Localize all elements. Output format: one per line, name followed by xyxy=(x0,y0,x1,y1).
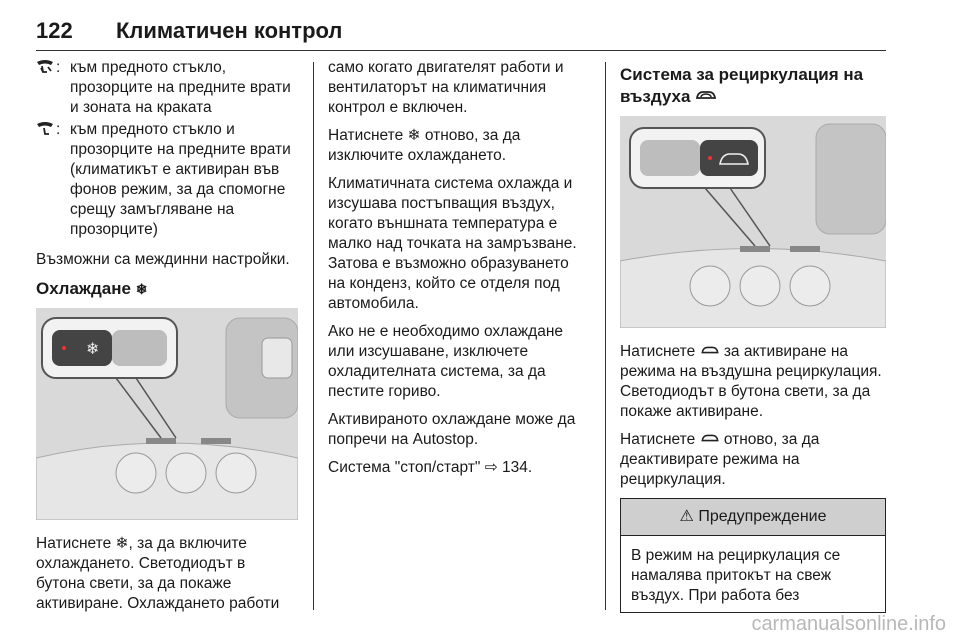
page-header xyxy=(36,10,886,50)
recirculation-icon xyxy=(700,343,720,360)
stop-start-reference: Система "стоп/старт" ⇨ 134. xyxy=(328,459,533,476)
windscreen-footwell-icon xyxy=(36,58,56,118)
section-heading-cooling: Охлаждане ❄ xyxy=(36,279,148,298)
warning-icon: ⚠ xyxy=(679,508,694,525)
cooling-instruction: Натиснете ❄, за да включите охлаждането. Светодиодът в бутона свети, за да покаже активиране. Охлаждането работи xyxy=(36,535,280,612)
snowflake-icon: ❄ xyxy=(407,127,421,144)
warning-header xyxy=(621,499,885,536)
svg-text:❄: ❄ xyxy=(86,339,100,358)
header-divider xyxy=(36,50,886,51)
column-divider xyxy=(313,62,314,610)
snowflake-icon: ❄ xyxy=(135,281,148,297)
section-heading-recirculation: Система за рециркулация на въздуха xyxy=(620,65,864,106)
intermediate-settings-text: Възможни са междинни настройки. xyxy=(36,251,290,268)
recirculation-icon xyxy=(695,87,717,106)
recirculation-icon xyxy=(700,431,720,448)
column-divider xyxy=(605,62,606,610)
warning-title: Предупреждение xyxy=(698,508,827,525)
cooling-button-figure xyxy=(36,308,298,520)
warning-box xyxy=(620,498,886,613)
warning-text: В режим на рециркулация се намалява притокът на свеж въздух. При работа без xyxy=(631,547,841,604)
definition-item: : към предното стъкло и прозорците на предните врати (климатикът е активиран във фонов режим, за да спомогне срещу замъгляване на прозорците) xyxy=(36,120,298,240)
column-2: само когато двигателят работи и вентилаторът на климатичния контрол е включен. Натиснете ❄ отново, за да изключите охлаждането. Климатичната система охлажда и изсушава постъпващия въздух, когато външната температура е малко над точката на замръзване. Затова е възможно образуването на конденз, който се отделя под автомобила. Ако не е необходимо охлаждане или изсушаване, изключете охладителната система, за да пестите гориво. Активираното охлаждане може да попречи на Autostop. Система "стоп/старт" ⇨ 134. xyxy=(328,58,590,486)
page-title: Климатичен контрол xyxy=(116,18,343,43)
watermark: carmanualsonline.info xyxy=(751,613,946,635)
column-1 xyxy=(36,58,298,622)
definition-item: : към предното стъкло, прозорците на предните врати и зоната на краката xyxy=(36,58,298,118)
page-number: 122 xyxy=(36,18,73,43)
page-ref-icon: ⇨ xyxy=(484,459,498,476)
windscreen-icon xyxy=(36,120,56,240)
column-3: Система за рециркулация на въздуха Натиснете за активиране на режима на въздушна рециркулация. Светодиодът в бутона свети, за да покаже активиране. Натиснете отново, за да деактивирате режима на рециркулация. ⚠ Предупреждение В режим на рециркулация се намалява притокът на свеж въздух. При работа без xyxy=(620,58,886,613)
definition-text: към предното стъкло и прозорците на предните врати (климатикът е активиран във фонов режим, за да спомогне срещу замъгляване на прозорците) xyxy=(70,121,291,238)
recirculation-button-figure xyxy=(620,116,886,328)
snowflake-icon: ❄ xyxy=(115,535,129,552)
definition-text: към предното стъкло, прозорците на предните врати и зоната на краката xyxy=(70,59,291,116)
